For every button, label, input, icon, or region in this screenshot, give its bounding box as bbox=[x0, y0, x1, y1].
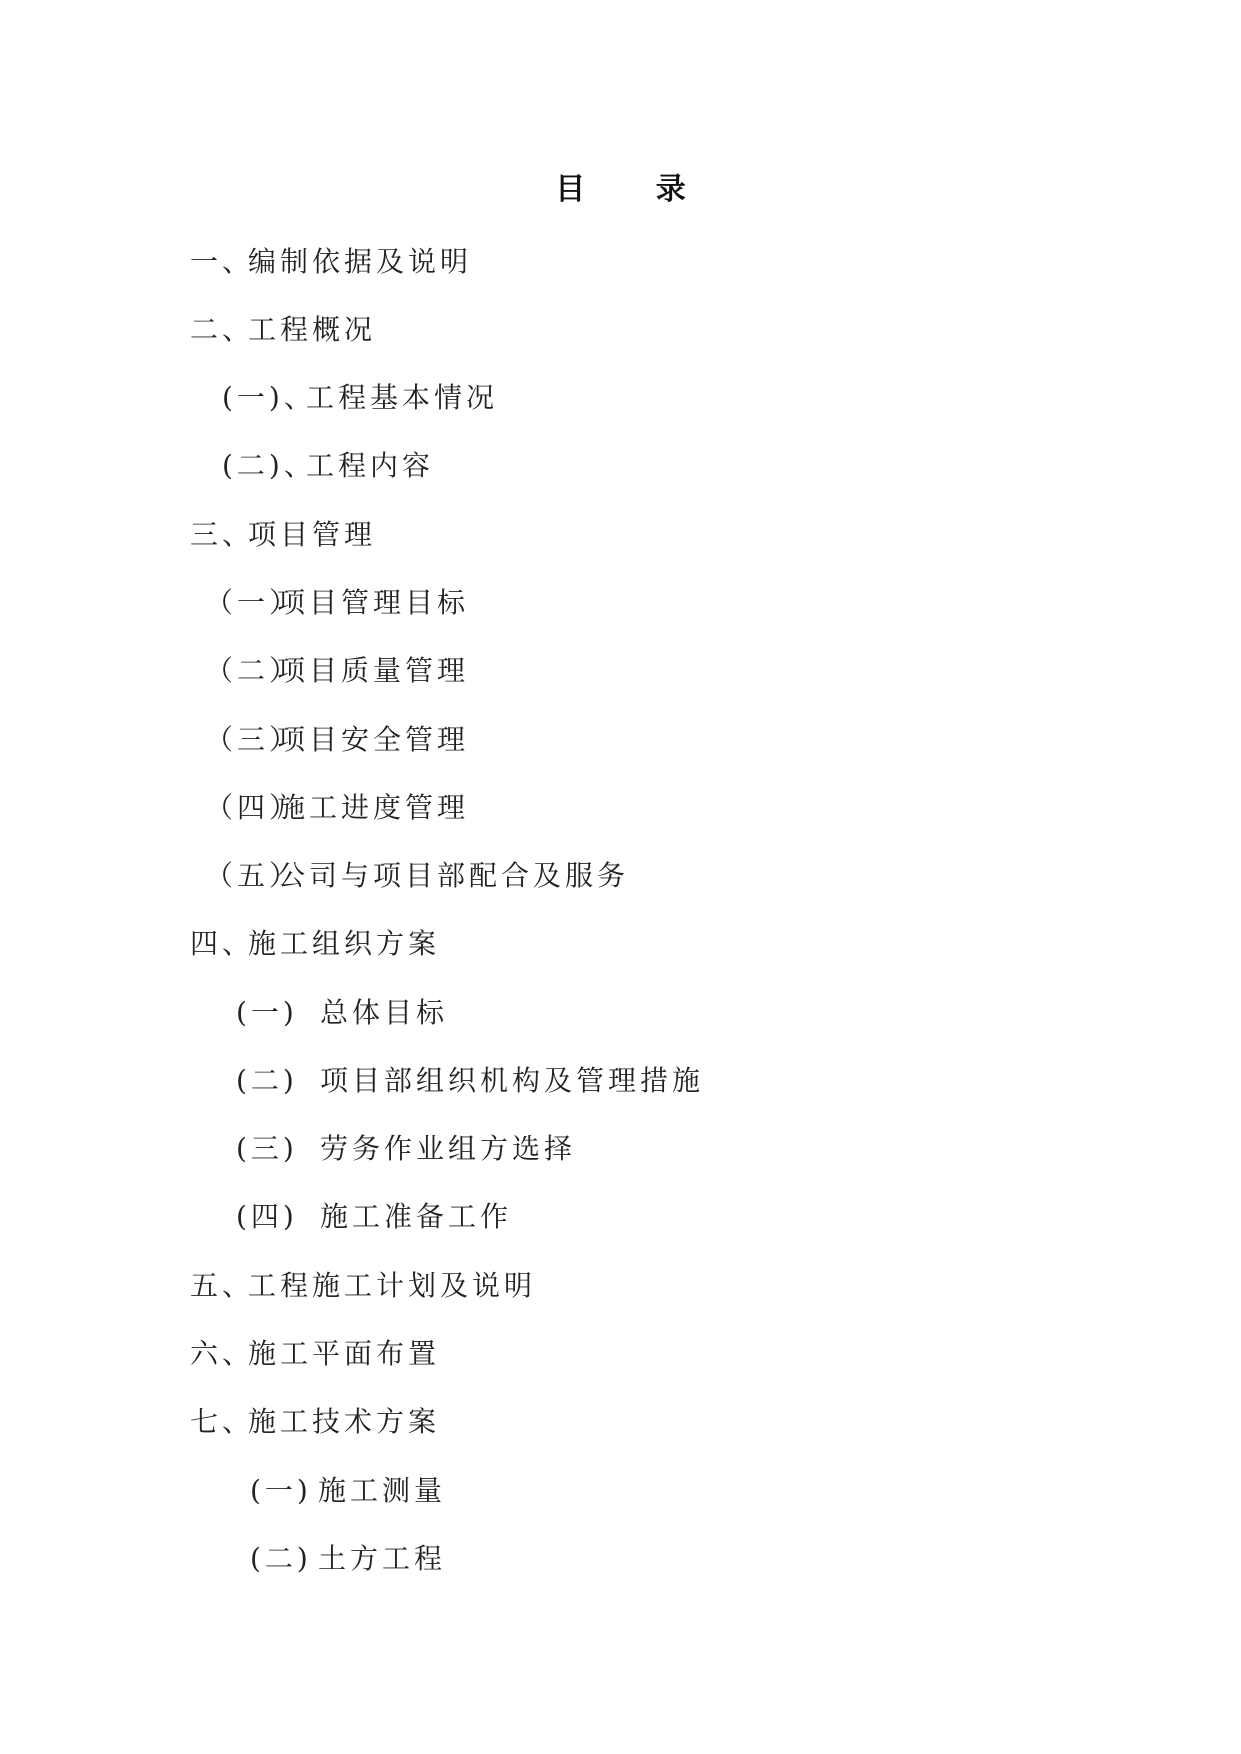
toc-title: 目 录 bbox=[555, 172, 716, 207]
toc-entry bbox=[250, 1471, 446, 1511]
toc-entry-number: （四） bbox=[205, 791, 302, 824]
toc-entry-number: （三） bbox=[205, 723, 302, 756]
toc-entry-text: 公司与项目部配合及服务 bbox=[277, 859, 630, 892]
toc-entry-text: 项目管理 bbox=[248, 518, 377, 551]
toc-entry-number: (一) bbox=[250, 1474, 312, 1507]
toc-entry bbox=[205, 651, 469, 691]
toc-entry-number: (二) bbox=[236, 1064, 298, 1097]
toc-entry-text: 项目质量管理 bbox=[277, 654, 470, 687]
toc-entry-number: 五、 bbox=[190, 1269, 255, 1302]
toc-entry-number: 六、 bbox=[190, 1337, 255, 1370]
toc-entry bbox=[205, 788, 469, 828]
toc-entry bbox=[190, 1402, 440, 1442]
toc-entry bbox=[236, 1061, 704, 1101]
toc-entry-number: 一、 bbox=[190, 245, 255, 278]
toc-entry-text: 编制依据及说明 bbox=[248, 245, 473, 278]
toc-entry bbox=[222, 378, 498, 418]
toc-entry bbox=[190, 1334, 440, 1374]
toc-entry-text: 施工技术方案 bbox=[248, 1405, 441, 1438]
toc-entry-text: 劳务作业组方选择 bbox=[320, 1132, 577, 1165]
toc-entry-number: （五） bbox=[205, 859, 302, 892]
toc-entry bbox=[190, 515, 376, 555]
toc-entry-text: 施工平面布置 bbox=[248, 1337, 441, 1370]
toc-entry-text: 土方工程 bbox=[318, 1542, 447, 1575]
toc-entry-text: 施工准备工作 bbox=[320, 1200, 513, 1233]
toc-entry-text: 项目管理目标 bbox=[277, 586, 470, 619]
toc-entry-number: (二)、 bbox=[222, 449, 316, 482]
toc-entry-number: (二) bbox=[250, 1542, 312, 1575]
toc-entry-number: (一)、 bbox=[222, 381, 316, 414]
toc-entry-text: 项目安全管理 bbox=[277, 723, 470, 756]
toc-entry bbox=[236, 993, 448, 1033]
toc-entry-text: 工程概况 bbox=[248, 313, 377, 346]
toc-entry-text: 施工组织方案 bbox=[248, 927, 441, 960]
toc-entry bbox=[222, 446, 434, 486]
toc-entry-text: 工程基本情况 bbox=[306, 381, 499, 414]
toc-entry-text: 项目部组织机构及管理措施 bbox=[320, 1064, 705, 1097]
toc-entry-text: 总体目标 bbox=[320, 996, 449, 1029]
toc-entry-number: (一) bbox=[236, 996, 298, 1029]
toc-entry-text: 工程内容 bbox=[306, 449, 435, 482]
toc-entry bbox=[236, 1197, 512, 1237]
toc-entry bbox=[190, 924, 440, 964]
toc-entry bbox=[190, 242, 472, 282]
toc-entry bbox=[190, 1266, 536, 1306]
toc-entry bbox=[190, 310, 376, 350]
toc-entry bbox=[250, 1539, 446, 1579]
toc-entry-number: (三) bbox=[236, 1132, 298, 1165]
toc-entry-text: 施工测量 bbox=[318, 1474, 447, 1507]
toc-entry bbox=[205, 720, 469, 760]
toc-entry-number: 二、 bbox=[190, 313, 255, 346]
toc-entry-number: 七、 bbox=[190, 1405, 255, 1438]
toc-entry bbox=[205, 856, 629, 896]
toc-entry-text: 施工进度管理 bbox=[277, 791, 470, 824]
toc-entry bbox=[236, 1129, 576, 1169]
toc-entry bbox=[205, 583, 469, 623]
toc-entry-number: (四) bbox=[236, 1200, 298, 1233]
toc-entry-text: 工程施工计划及说明 bbox=[248, 1269, 537, 1302]
toc-entry-number: （一） bbox=[205, 586, 302, 619]
toc-entry-number: （二） bbox=[205, 654, 302, 687]
toc-entry-number: 四、 bbox=[190, 927, 255, 960]
toc-entry-number: 三、 bbox=[190, 518, 255, 551]
